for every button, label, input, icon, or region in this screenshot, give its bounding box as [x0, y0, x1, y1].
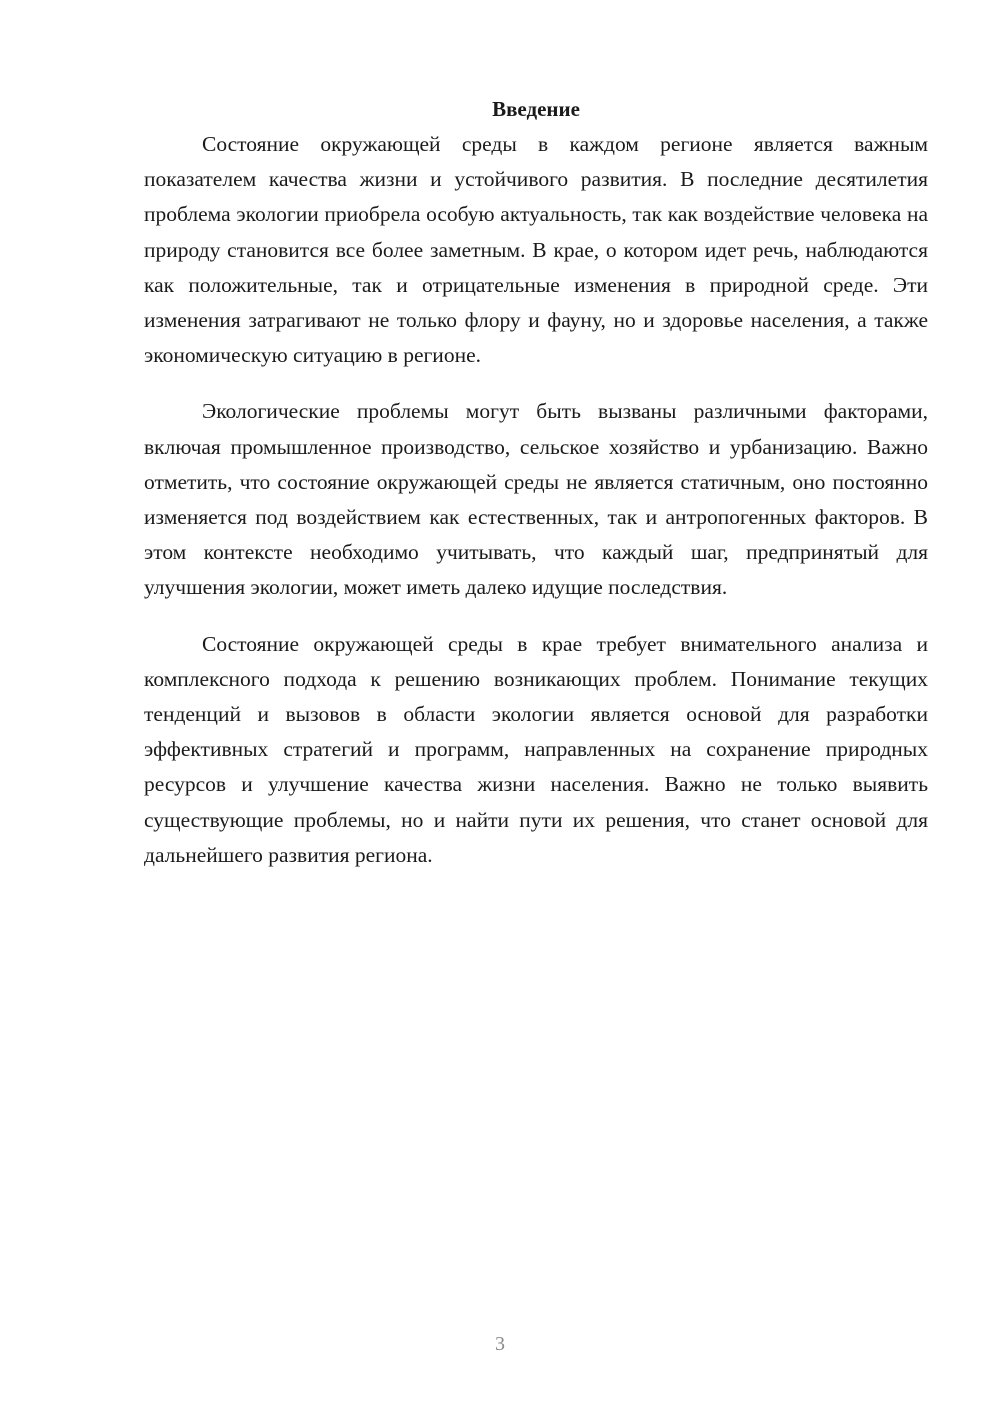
paragraph-1: Состояние окружающей среды в каждом регионе является важным показателем качества жизни и устойчивого развития. В последние десятилетия проблема экологии приобрела особую актуальность, так как воздействие человека на природу становится все более заметным. В крае, о котором идет речь, наблюдаются как положительные, так и отрицательные изменения в природной среде. Эти изменения затрагивают не только флору и фауну, но и здоровье населения, а также экономическую ситуацию в регионе.	[144, 132, 928, 368]
page-number: 3	[495, 1333, 505, 1355]
section-heading: Введение	[492, 97, 580, 121]
paragraph-2: Экологические проблемы могут быть вызваны различными факторами, включая промышленное производство, сельское хозяйство и урбанизацию. Важно отметить, что состояние окружающей среды не является статичным, оно постоянно изменяется под воздействием как естественных, так и антропогенных факторов. В этом контексте необходимо учитывать, что каждый шаг, предпринятый для улучшения экологии, может иметь далеко идущие последствия.	[144, 399, 928, 600]
page-content	[144, 92, 928, 894]
paragraph-3: Состояние окружающей среды в крае требует внимательного анализа и комплексного подхода к решению возникающих проблем. Понимание текущих тенденций и вызовов в области экологии является основой для разработки эффективных стратегий и программ, направленных на сохранение природных ресурсов и улучшение качества жизни населения. Важно не только выявить существующие проблемы, но и найти пути их решения, что станет основой для дальнейшего развития региона.	[144, 631, 928, 867]
